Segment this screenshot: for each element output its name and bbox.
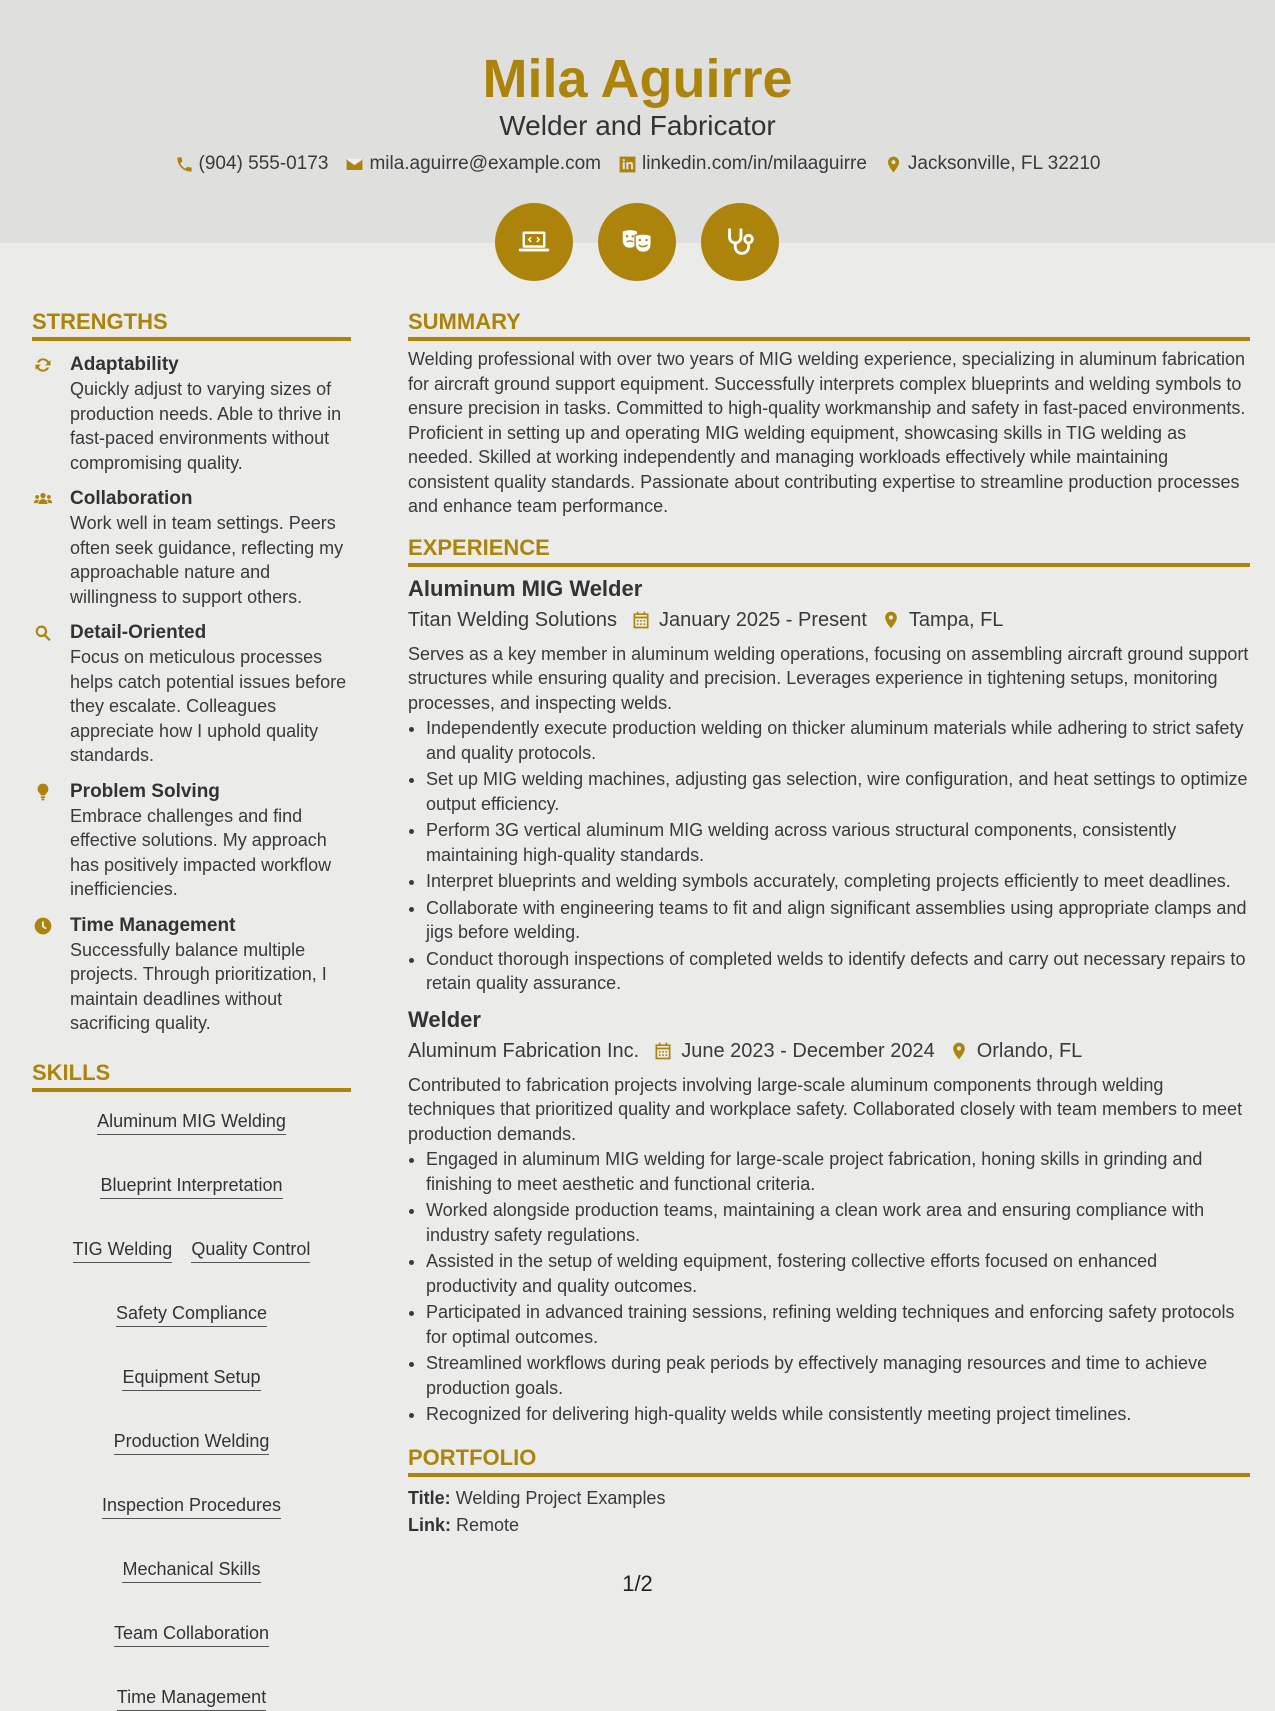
strength-item	[32, 780, 351, 902]
strength-desc: Work well in team settings. Peers often seek guidance, reflecting my approachable nature and willingness to support others.	[70, 513, 344, 607]
candidate-name: Mila Aguirre	[482, 49, 793, 109]
skill-tag: Equipment Setup	[122, 1365, 260, 1391]
stethoscope-icon	[721, 223, 759, 261]
page-number: 1/2	[622, 1571, 653, 1596]
left-column	[32, 309, 351, 1711]
skill-tag: Aluminum MIG Welding	[97, 1109, 286, 1135]
skill-tag: Quality Control	[191, 1237, 310, 1263]
experience-heading: EXPERIENCE	[408, 535, 1250, 567]
theater-masks-icon	[618, 223, 656, 261]
strength-desc: Successfully balance multiple projects. Through prioritization, I maintain deadlines without sacrificing quality.	[70, 939, 327, 1033]
skills-heading: SKILLS	[32, 1060, 351, 1092]
job-company: Aluminum Fabrication Inc.	[408, 1039, 640, 1062]
job-bullet: • Assisted in the setup of welding equipment, fostering collective efforts focused on enhanced productivity and quality outcomes.	[426, 1249, 1250, 1298]
job-bullet: • Recognized for delivering high-quality welds while consistently meeting project timelines.	[426, 1402, 1250, 1427]
map-pin-icon	[881, 610, 901, 630]
skill-tag: Mechanical Skills	[122, 1557, 260, 1583]
strengths-heading: STRENGTHS	[32, 309, 351, 341]
skill-tag: Time Management	[117, 1685, 266, 1711]
strength-title: Collaboration	[70, 488, 193, 509]
hobby-circle	[701, 203, 779, 281]
linkedin-icon	[618, 155, 637, 174]
right-column	[408, 309, 1250, 1539]
job-bullet: • Conduct thorough inspections of completed welds to identify defects and carry out necessary repairs to retain quality assurance.	[426, 947, 1250, 996]
map-pin-icon	[949, 1041, 969, 1061]
job-description: Serves as a key member in aluminum welding operations, focusing on assembling aircraft ground support structures while ensuring quality and precision. Leverages experience in tightening setups, monitoring processes, and inspecting welds.	[408, 643, 1249, 713]
summary-text: Welding professional with over two years of MIG welding experience, specializing in aluminum fabrication for aircraft ground support equipment. Successfully interprets complex blueprints and welding symbols to ensure precision in tasks. Committed to high-quality workmanship and safety in fast-paced environments. Proficient in setting up and operating MIG welding equipment, showcasing skills in TIG welding as needed. Skilled at working independently and managing workloads effectively while maintaining consistent quality standards. Passionate about contributing expertise to streamline production processes and enhance team performance.	[408, 349, 1246, 516]
strength-item	[32, 914, 351, 1036]
portfolio-link-label: Link:	[408, 1514, 451, 1535]
job-bullet: • Set up MIG welding machines, adjusting gas selection, wire configuration, and heat settings to optimize output efficiency.	[426, 767, 1250, 816]
job-description: Contributed to fabrication projects involving large-scale aluminum components through welding techniques that prioritized quality and workplace safety. Collaborated closely with team members to meet production demands.	[408, 1074, 1243, 1144]
job-dates: January 2025 - Present	[659, 608, 867, 631]
hobby-icons	[495, 203, 779, 281]
strength-title: Adaptability	[70, 354, 179, 375]
strength-item	[32, 487, 351, 609]
calendar-icon	[653, 1041, 673, 1061]
job-company: Titan Welding Solutions	[408, 608, 618, 631]
job-location: Tampa, FL	[908, 608, 1004, 631]
map-pin-icon	[884, 155, 903, 174]
strength-title: Time Management	[70, 914, 236, 936]
portfolio-link-value[interactable]: Remote	[456, 1514, 520, 1535]
job-bullet: • Interpret blueprints and welding symbols accurately, completing projects efficiently to meet deadlines.	[426, 869, 1250, 894]
hobby-circle	[598, 203, 676, 281]
calendar-icon	[631, 610, 651, 630]
summary-heading: SUMMARY	[408, 309, 1250, 341]
strength-desc: Embrace challenges and find effective solutions. My approach has positively impacted workflow inefficiencies.	[70, 805, 332, 899]
job-bullet: • Independently execute production welding on thicker aluminum materials while adhering to strict safety and quality protocols.	[426, 716, 1250, 765]
job-bullets	[408, 1147, 1250, 1427]
envelope-icon	[345, 155, 364, 174]
users-icon	[32, 489, 54, 509]
strength-title: Problem Solving	[70, 780, 220, 802]
skill-tag: Safety Compliance	[116, 1301, 267, 1327]
job-entry	[408, 575, 1250, 996]
contact-linkedin[interactable]	[618, 151, 867, 177]
contact-email[interactable]	[345, 151, 601, 177]
contact-phone[interactable]	[175, 151, 329, 177]
strength-item	[32, 353, 351, 475]
skill-tag: Blueprint Interpretation	[100, 1173, 282, 1199]
job-bullet: • Worked alongside production teams, maintaining a clean work area and ensuring compliance with industry safety regulations.	[426, 1198, 1250, 1247]
clock-icon	[32, 916, 54, 936]
job-meta	[408, 1037, 1250, 1065]
contact-text: Jacksonville, FL 32210	[907, 153, 1101, 174]
laptop-code-icon	[515, 223, 553, 261]
portfolio-title-value: Welding Project Examples	[455, 1487, 666, 1508]
job-bullet: • Participated in advanced training sessions, refining welding techniques and enforcing safety protocols for optimal outcomes.	[426, 1300, 1250, 1349]
sync-icon	[32, 355, 54, 375]
contact-bar	[0, 151, 1275, 177]
skill-tag: Production Welding	[114, 1429, 270, 1455]
portfolio-heading: PORTFOLIO	[408, 1445, 1250, 1477]
candidate-title: Welder and Fabricator	[499, 110, 776, 141]
contact-location	[884, 151, 1101, 177]
job-bullet: • Engaged in aluminum MIG welding for large-scale project fabrication, honing skills in grinding and finishing to meet aesthetic and functional criteria.	[426, 1147, 1250, 1196]
job-dates: June 2023 - December 2024	[681, 1039, 935, 1062]
strength-item	[32, 621, 351, 768]
job-location: Orlando, FL	[976, 1039, 1083, 1062]
job-bullet: • Perform 3G vertical aluminum MIG welding across various structural components, consistently maintaining high-quality standards.	[426, 818, 1250, 867]
strength-desc: Quickly adjust to varying sizes of production needs. Able to thrive in fast-paced environments without compromising quality.	[70, 379, 342, 473]
lightbulb-icon	[32, 782, 54, 802]
strength-title: Detail-Oriented	[70, 622, 207, 643]
contact-text: mila.aguirre@example.com	[369, 153, 601, 174]
job-bullet: • Streamlined workflows during peak periods by effectively managing resources and time to achieve production goals.	[426, 1351, 1250, 1400]
portfolio-link-line	[408, 1512, 1250, 1539]
hobby-circle	[495, 203, 573, 281]
phone-icon	[175, 155, 194, 174]
job-role: Welder	[408, 1006, 481, 1032]
search-icon	[32, 623, 54, 643]
skills-list	[32, 1092, 351, 1711]
contact-text: linkedin.com/in/milaaguirre	[641, 153, 867, 174]
skill-tag: Inspection Procedures	[102, 1493, 281, 1519]
job-role: Aluminum MIG Welder	[408, 575, 643, 601]
strength-desc: Focus on meticulous processes helps catch potential issues before they escalate. Colleagues appreciate how I uphold quality standards.	[70, 647, 347, 765]
job-bullet: • Collaborate with engineering teams to fit and align significant assemblies using appropriate clamps and jigs before welding.	[426, 896, 1250, 945]
portfolio-title-label: Title:	[408, 1487, 451, 1508]
skill-tag: TIG Welding	[73, 1237, 173, 1263]
job-entry	[408, 1006, 1250, 1427]
skill-tag: Team Collaboration	[114, 1621, 269, 1647]
job-meta	[408, 606, 1250, 634]
job-bullets	[408, 716, 1250, 996]
contact-text: (904) 555-0173	[198, 153, 329, 174]
portfolio-title-line	[408, 1485, 1250, 1512]
